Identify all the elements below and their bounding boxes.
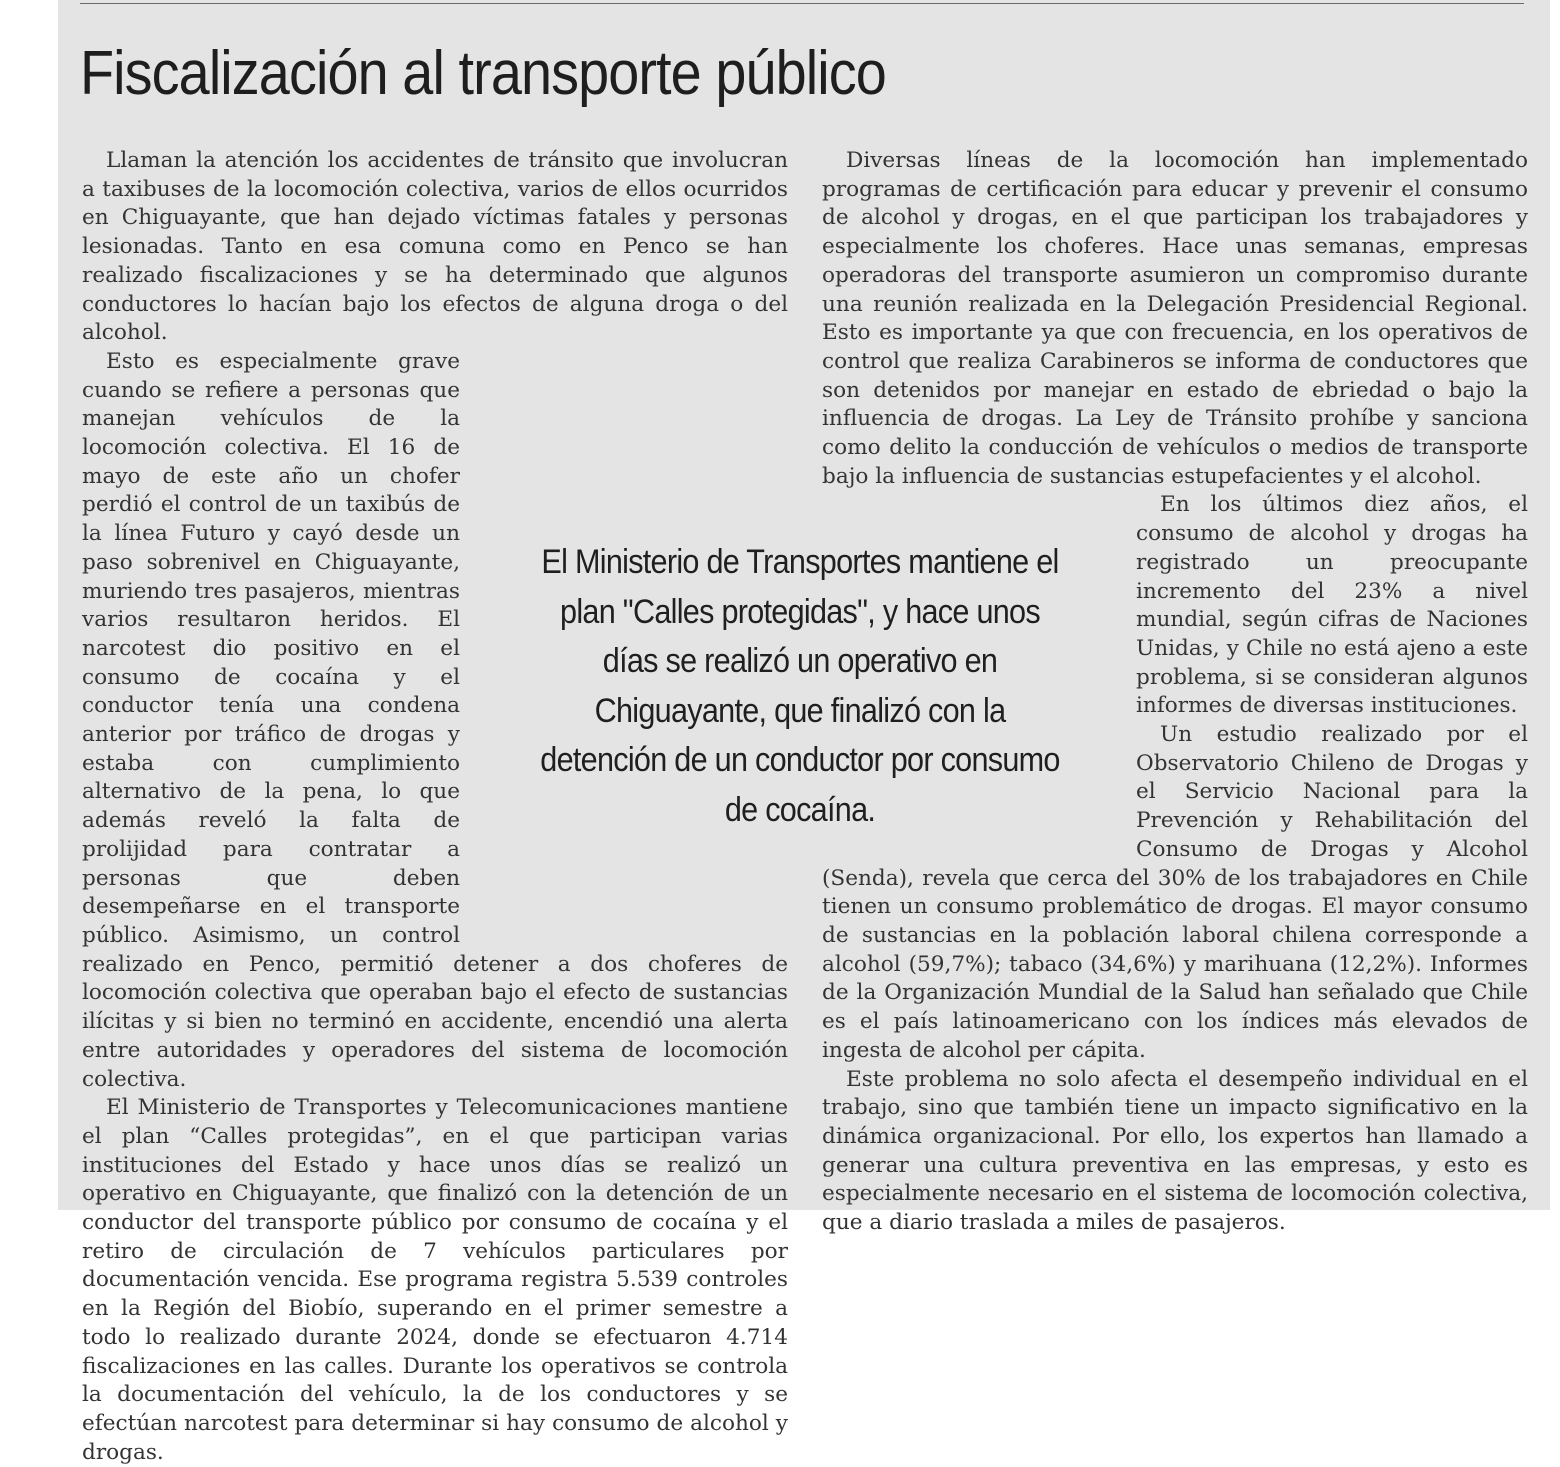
pullquote: El Ministerio de Transportes mantiene el plan "Calles protegidas", y hace unos días se realizó un operativo en Chiguayante, que finalizó con la detención de un conductor por consumo de cocaína. (540, 543, 1060, 829)
left-paragraph-3: El Ministerio de Transportes y Telecomunicaciones mantiene el plan “Calles protegidas”, en el que participan varias instituciones del Estado y hace unos días se realizó un operativo en Chiguayante, que finalizó con la detención de un conductor del transporte público por consumo de cocaína y el retiro de circulación de 7 vehículos particulares por documentación vencida. Ese programa registra 5.539 controles en la Región del Biobío, superando en el primer semestre a todo lo realizado durante 2024, donde se efectuaron 4.714 fiscalizaciones en las calles. Durante los operativos se controla la documentación del vehículo, la de los conductores y se efectúan narcotest para determinar si hay consumo de alcohol y drogas. (82, 1095, 788, 1465)
left-paragraph-1: Llaman la atención los accidentes de tránsito que involucran a taxibuses de la locomoción colectiva, varios de ellos ocurridos en Chiguayante, que han dejado víctimas fatales y personas lesionadas. Tanto en esa comuna como en Penco se han realizado fiscalizaciones y se ha determinado que algunos conductores lo hacían bajo los efectos de alguna droga o del alcohol. (82, 148, 788, 346)
top-rule (80, 3, 1524, 4)
left-paragraph-2-text: Esto es especialmente grave cuando se refiere a personas que manejan vehículos de la locomoción colectiva. El 16 de mayo de este año un chofer perdió el control de un taxibús de la línea Futuro y cayó desde un paso sobrenivel en Chiguayante, muriendo tres pasajeros, mientras varios resultaron heridos. El narcotest dio positivo en el consumo de cocaína y el conductor tenía una condena anterior por tráfico de drogas y estaba con cumplimiento alternativo de la pena, lo que además reveló la falta de prolijidad para contratar a personas que deben desempeñarse en el transporte público. Asimismo, un control realizado en Penco, permitió detener a dos choferes de locomoción colectiva que operaban bajo el efecto de sustancias ilícitas y si bien no terminó en accidente, encendió una alerta entre autoridades y operadores del sistema de locomoción colectiva. (82, 348, 788, 1092)
headline: Fiscalización al transporte público (80, 39, 886, 108)
right-paragraph-4: Este problema no solo afecta el desempeño individual en el trabajo, sino que también tiene un impacto significativo en la dinámica organizacional. Por ello, los expertos han llamado a generar una cultura preventiva en las empresas, y esto es especialmente necesario en el sistema de locomoción colectiva, que a diario traslada a miles de pasajeros. (822, 1066, 1528, 1236)
right-paragraph-3: Un estudio realizado por el Observatorio Chileno de Drogas y el Servicio Nacional para la Prevención y Rehabilitación del Consumo de Drogas y Alcohol (Senda), revela que cerca del 30% de los trabajadores en Chile tienen un consumo problemático de drogas. El mayor consumo de sustancias en la población laboral chilena corresponde a alcohol (59,7%); tabaco (34,6%) y marihuana (12,2%). Informes de la Organización Mundial de la Salud han señalado que Chile es el país latinoamericano con los índices más elevados de ingesta de alcohol per cápita. (822, 722, 1528, 1063)
right-paragraph-1: Diversas líneas de la locomoción han implementado programas de certificación para educar y prevenir el consumo de alcohol y drogas, en el que participan los trabajadores y especialmente los choferes. Hace unas semanas, empresas operadoras del transporte asumieron un compromiso durante una reunión realizada en la Delegación Presidencial Regional. Esto es importante ya que con frecuencia, en los operativos de control que realiza Carabineros se informa de conductores que son detenidos por manejar en estado de ebriedad o bajo la influencia de drogas. La Ley de Tránsito prohíbe y sanciona como delito la conducción de vehículos o medios de transporte bajo la influencia de sustancias estupefacientes y el alcohol. (822, 148, 1528, 489)
right-paragraph-2-text: En los últimos diez años, el consumo de alcohol y drogas ha registrado un preocupante incremento del 23% a nivel mundial, según cifras de Naciones Unidas, y Chile no está ajeno a este problema, si se consideran algunos informes de diversas instituciones. (1136, 492, 1528, 719)
